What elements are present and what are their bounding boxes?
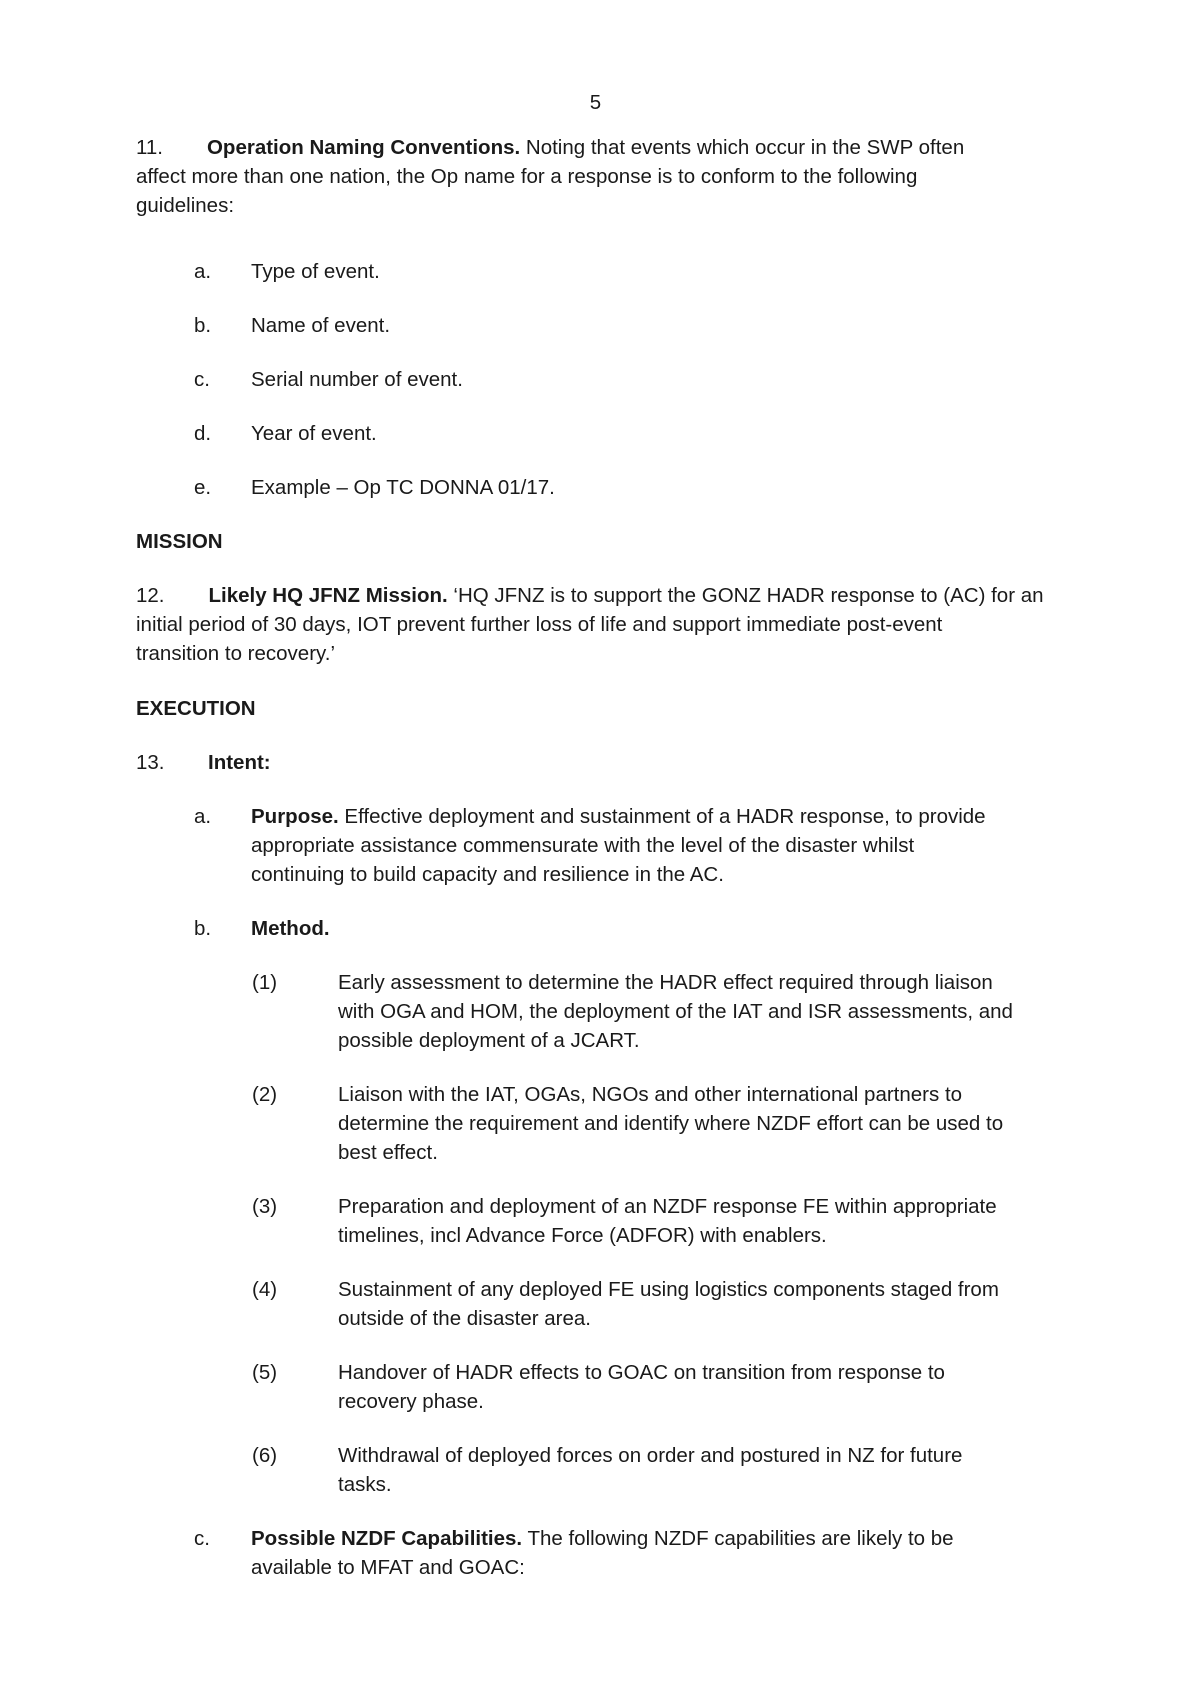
method-item-line: outside of the disaster area. xyxy=(338,1307,591,1330)
para-13c-letter: c. xyxy=(194,1527,210,1550)
method-item-line: Preparation and deployment of an NZDF response FE within appropriate xyxy=(338,1195,997,1218)
para-11-text-1: Noting that events which occur in the SWP often xyxy=(520,136,965,159)
para-13a-letter: a. xyxy=(194,805,212,828)
para-13a-title: Purpose. xyxy=(251,805,339,828)
method-item-line: Early assessment to determine the HADR effect required through liaison xyxy=(338,971,993,994)
method-item-number: (5) xyxy=(252,1361,278,1384)
method-item-line: best effect. xyxy=(338,1141,438,1164)
method-item-line: timelines, incl Advance Force (ADFOR) with enablers. xyxy=(338,1224,827,1247)
method-item-line: Sustainment of any deployed FE using logistics components staged from xyxy=(338,1278,999,1301)
para-13a-text-1: Effective deployment and sustainment of a HADR response, to provide xyxy=(338,805,986,828)
method-item-line: tasks. xyxy=(338,1473,392,1496)
method-item-number: (4) xyxy=(252,1278,278,1301)
method-item-line: Liaison with the IAT, OGAs, NGOs and other international partners to xyxy=(338,1083,963,1106)
method-item-number: (6) xyxy=(252,1444,278,1467)
para-11-line-3: guidelines: xyxy=(136,194,235,217)
para-12-number: 12. xyxy=(136,584,165,607)
para-13c-text-1: The following NZDF capabilities are likely to be xyxy=(522,1527,954,1550)
list-item-text: Serial number of event. xyxy=(251,368,463,391)
method-item-number: (2) xyxy=(252,1083,278,1106)
list-item-letter: c. xyxy=(194,368,210,391)
para-11-line-1 xyxy=(136,133,964,162)
method-item-line: determine the requirement and identify where NZDF effort can be used to xyxy=(338,1112,1004,1135)
list-item-letter: d. xyxy=(194,422,212,445)
para-13c-line-1 xyxy=(251,1524,954,1553)
para-12-line-3: transition to recovery.’ xyxy=(136,642,336,665)
para-12-line-1 xyxy=(136,581,1044,610)
para-13c-line-2: available to MFAT and GOAC: xyxy=(251,1556,525,1579)
para-13c-title: Possible NZDF Capabilities. xyxy=(251,1527,523,1550)
list-item-letter: a. xyxy=(194,260,212,283)
method-item-line: Withdrawal of deployed forces on order and postured in NZ for future xyxy=(338,1444,963,1467)
section-heading-execution: EXECUTION xyxy=(136,697,256,720)
list-item-text: Year of event. xyxy=(251,422,377,445)
list-item-letter: e. xyxy=(194,476,212,499)
para-12-text-1: ‘HQ JFNZ is to support the GONZ HADR response to (AC) for an xyxy=(447,584,1044,607)
para-13a-line-2: appropriate assistance commensurate with the level of the disaster whilst xyxy=(251,834,915,857)
page-number: 5 xyxy=(589,91,602,114)
method-item-line: recovery phase. xyxy=(338,1390,484,1413)
para-11-line-2: affect more than one nation, the Op name for a response is to conform to the following xyxy=(136,165,918,188)
para-13-number: 13. xyxy=(136,751,165,774)
method-item-number: (3) xyxy=(252,1195,278,1218)
para-13b-letter: b. xyxy=(194,917,212,940)
section-heading-mission: MISSION xyxy=(136,530,223,553)
para-12-title: Likely HQ JFNZ Mission. xyxy=(208,584,448,607)
method-item-line: possible deployment of a JCART. xyxy=(338,1029,640,1052)
list-item-letter: b. xyxy=(194,314,212,337)
para-12-line-2: initial period of 30 days, IOT prevent further loss of life and support immediate post-event xyxy=(136,613,943,636)
para-13a-line-3: continuing to build capacity and resilience in the AC. xyxy=(251,863,724,886)
method-item-line: with OGA and HOM, the deployment of the IAT and ISR assessments, and xyxy=(338,1000,1013,1023)
method-item-number: (1) xyxy=(252,971,278,994)
para-11-number: 11. xyxy=(136,136,163,159)
method-item-line: Handover of HADR effects to GOAC on transition from response to xyxy=(338,1361,945,1384)
list-item-text: Type of event. xyxy=(251,260,380,283)
para-13-title: Intent: xyxy=(208,751,271,774)
para-13b-title: Method. xyxy=(251,917,330,940)
para-13a-line-1 xyxy=(251,802,986,831)
para-11-title: Operation Naming Conventions. xyxy=(206,136,521,159)
list-item-text: Name of event. xyxy=(251,314,391,337)
list-item-text: Example – Op TC DONNA 01/17. xyxy=(251,476,555,499)
